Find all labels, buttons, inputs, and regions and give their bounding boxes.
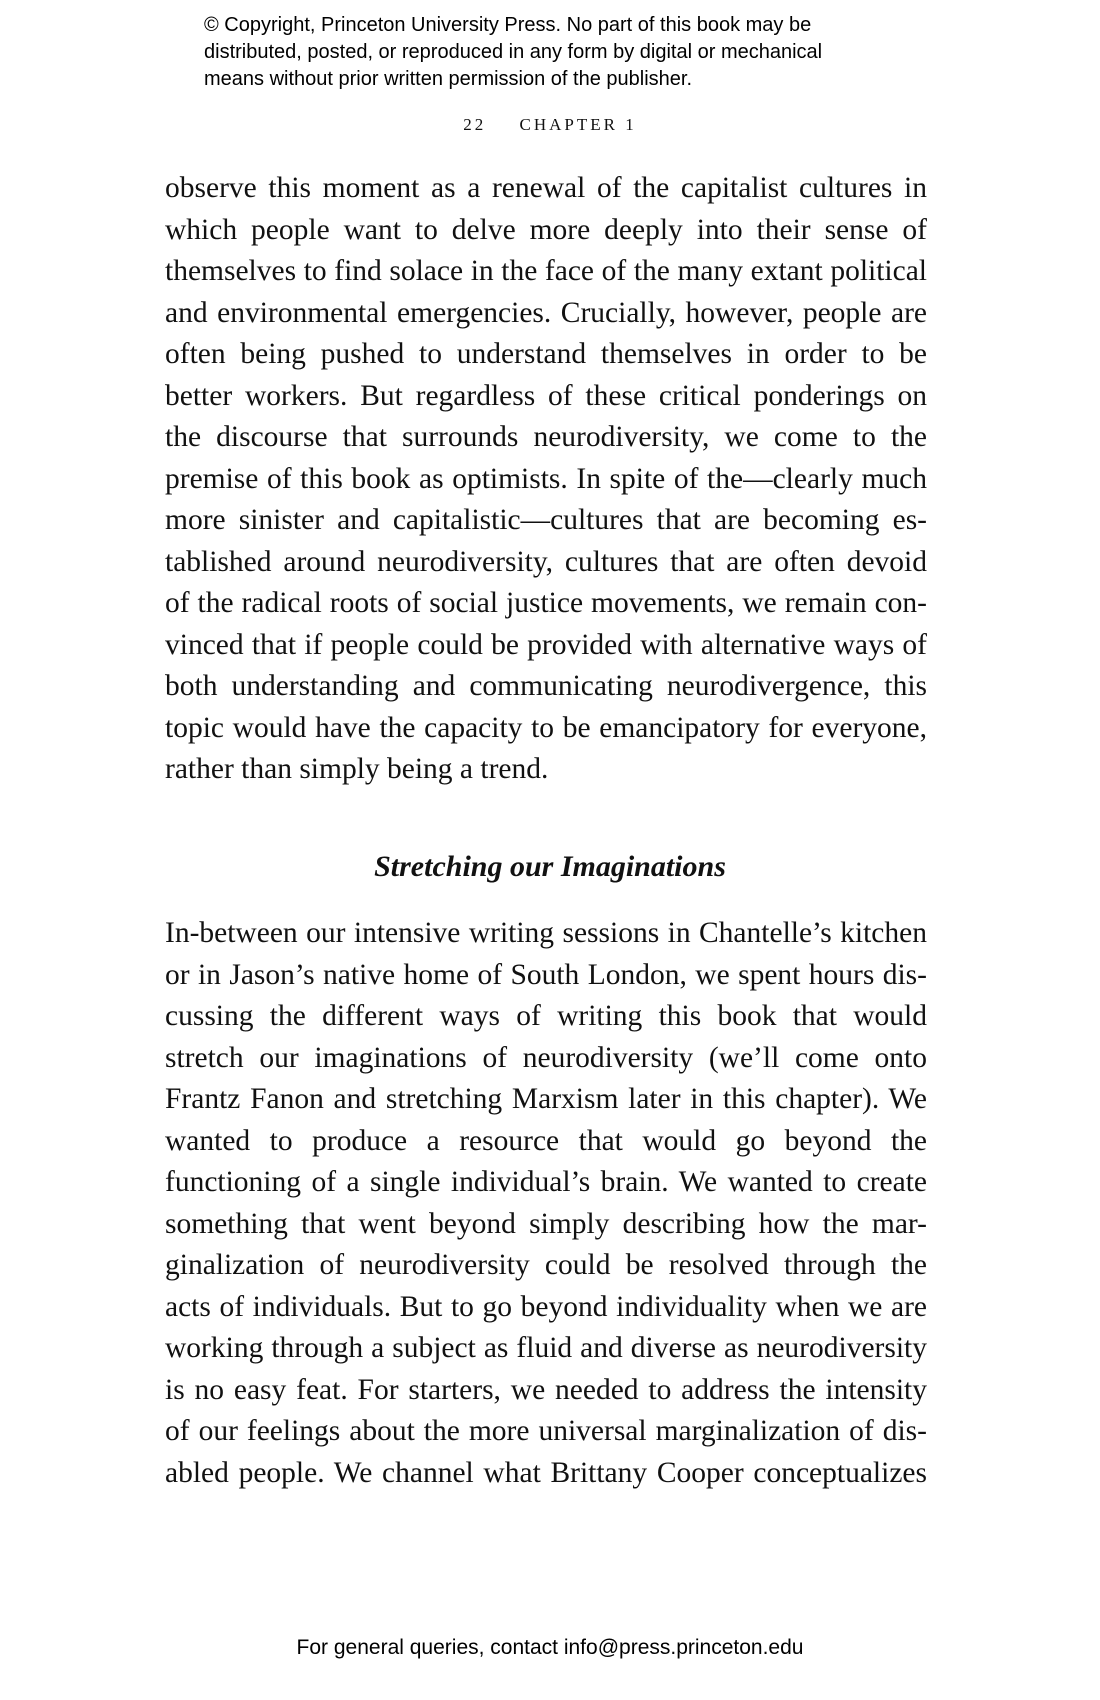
- text-line: acts of individuals. But to go beyond individuality when we are: [165, 1290, 927, 1323]
- text-line: rather than simply being a trend.: [165, 753, 549, 785]
- running-head: [0, 115, 1100, 135]
- chapter-label: CHAPTER 1: [519, 115, 637, 134]
- paragraph: [165, 913, 927, 1494]
- copyright-notice: [204, 12, 924, 93]
- text-line: tablished around neurodiversity, cultures that are often devoid: [165, 545, 927, 578]
- text-line: better workers. But regardless of these critical ponderings on: [165, 379, 927, 412]
- text-line: both understanding and communicating neurodivergence, this: [165, 670, 927, 702]
- copyright-line: distributed, posted, or reproduced in any form by digital or mechanical: [204, 41, 823, 63]
- text-line: Frantz Fanon and stretching Marxism later in this chapter). We: [165, 1083, 927, 1115]
- section-heading: Stretching our Imaginations: [374, 850, 726, 883]
- text-line: abled people. We channel what Brittany Cooper conceptualizes: [165, 1456, 927, 1489]
- text-line: vinced that if people could be provided with alternative ways of: [165, 628, 927, 661]
- text-line: often being pushed to understand themselves in order to be: [165, 338, 927, 370]
- text-line: functioning of a single individual’s brain. We wanted to create: [165, 1166, 927, 1198]
- copyright-line: means without prior written permission of the publisher.: [204, 68, 693, 90]
- text-line: of our feelings about the more universal marginalization of dis-: [165, 1415, 927, 1447]
- page-number: 22: [463, 115, 487, 134]
- text-line: topic would have the capacity to be emancipatory for everyone,: [165, 711, 927, 744]
- footer-contact: For general queries, contact info@press.princeton.edu: [296, 1636, 804, 1659]
- text-line: In-between our intensive writing sessions in Chantelle’s kitchen: [165, 917, 927, 949]
- text-line: ginalization of neurodiversity could be resolved through the: [165, 1249, 927, 1281]
- text-line: themselves to find solace in the face of the many extant political: [165, 255, 927, 287]
- text-line: something that went beyond simply describing how the mar-: [165, 1207, 927, 1240]
- text-line: is no easy feat. For starters, we needed to address the intensity: [165, 1373, 927, 1406]
- text-line: cussing the different ways of writing this book that would: [165, 1000, 927, 1032]
- text-line: observe this moment as a renewal of the capitalist cultures in: [165, 172, 927, 204]
- text-line: or in Jason’s native home of South London, we spent hours dis-: [165, 958, 927, 991]
- paragraph: [165, 168, 927, 791]
- text-line: premise of this book as optimists. In spite of the—clearly much: [165, 462, 927, 495]
- text-line: wanted to produce a resource that would go beyond the: [165, 1124, 927, 1157]
- text-line: the discourse that surrounds neurodiversity, we come to the: [165, 421, 927, 453]
- copyright-line: © Copyright, Princeton University Press. No part of this book may be: [204, 14, 812, 36]
- text-line: working through a subject as fluid and diverse as neurodiversity: [165, 1332, 927, 1364]
- text-line: more sinister and capitalistic—cultures that are becoming es-: [165, 504, 927, 536]
- text-line: which people want to delve more deeply into their sense of: [165, 213, 927, 246]
- text-line: stretch our imaginations of neurodiversity (we’ll come onto: [165, 1041, 927, 1074]
- text-line: of the radical roots of social justice movements, we remain con-: [165, 587, 927, 619]
- text-line: and environmental emergencies. Crucially, however, people are: [165, 296, 927, 329]
